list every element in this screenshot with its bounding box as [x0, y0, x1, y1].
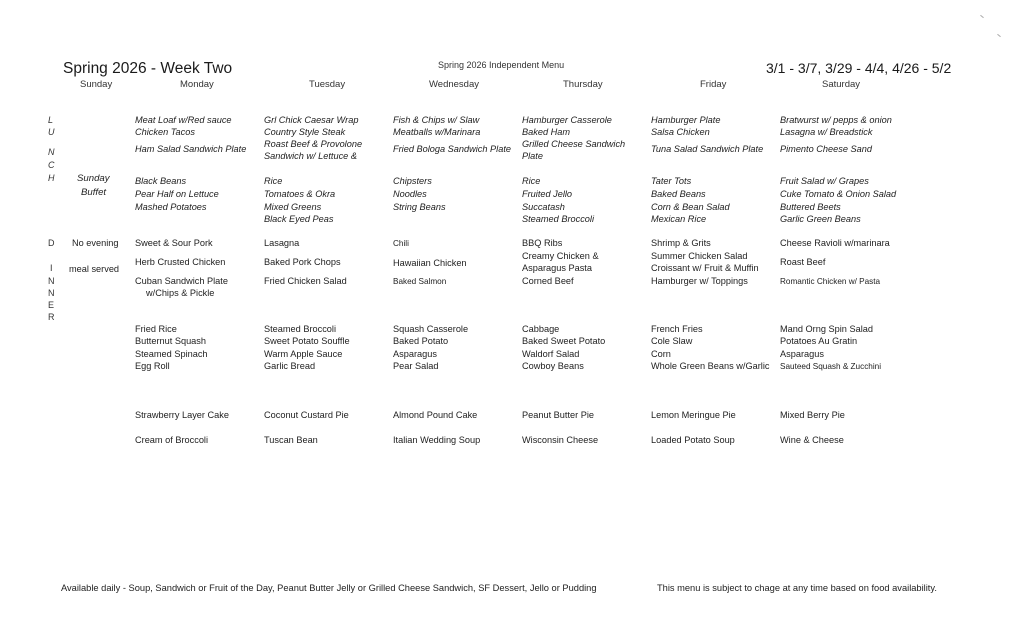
day-header-friday: Friday: [700, 79, 727, 90]
dinner-entree: Fried Chicken Salad: [264, 276, 347, 286]
lunch-side: Pear Half on Lettuce: [135, 189, 219, 199]
dinner-side: Cowboy Beans: [522, 361, 584, 371]
lunch-side: Black Eyed Peas: [264, 214, 334, 224]
lunch-entree: Grl Chick Caesar Wrap: [264, 115, 359, 125]
dinner-side: Pear Salad: [393, 361, 439, 371]
lunch-entree: Chicken Tacos: [135, 127, 195, 137]
lunch-entree: Baked Ham: [522, 127, 571, 137]
lunch-entree: Pimento Cheese Sand: [780, 144, 872, 154]
lunch-side: Rice: [522, 176, 541, 186]
day-header-sunday: Sunday: [80, 79, 113, 90]
lunch-side: Corn & Bean Salad: [651, 202, 730, 212]
dessert-thursday: Peanut Butter Pie: [522, 410, 595, 420]
day-header-monday: Monday: [180, 79, 214, 90]
soup-friday: Loaded Potato Soup: [651, 435, 735, 445]
lunch-entree: Hamburger Casserole: [522, 115, 612, 125]
lunch-side: Tomatoes & Okra: [264, 189, 336, 199]
lunch-entree: Grilled Cheese Sandwich: [522, 139, 626, 149]
lunch-entree: Fried Bologa Sandwich Plate: [393, 144, 511, 154]
menu-subtitle: Spring 2026 Independent Menu: [438, 60, 565, 70]
lunch-entree: Meat Loaf w/Red sauce: [135, 115, 232, 125]
dinner-side: Potatoes Au Gratin: [780, 336, 858, 346]
dinner-side: Asparagus: [393, 349, 437, 359]
availability-disclaimer: This menu is subject to chage at any time based on food availability.: [657, 583, 937, 593]
dinner-entree: Baked Pork Chops: [264, 257, 341, 267]
dinner-side: Whole Green Beans w/Garlic: [651, 361, 770, 371]
lunch-entree: Meatballs w/Marinara: [393, 127, 481, 137]
day-header-thursday: Thursday: [563, 79, 603, 90]
soup-tuesday: Tuscan Bean: [264, 435, 318, 445]
lunch-entree: Plate: [522, 151, 543, 161]
dessert-tuesday: Coconut Custard Pie: [264, 410, 349, 420]
dinner-label-i: I: [50, 263, 53, 273]
day-header-wednesday: Wednesday: [429, 79, 479, 90]
lunch-side: Garlic Green Beans: [780, 214, 861, 224]
lunch-side: Fruited Jello: [522, 189, 573, 199]
lunch-entree: Hamburger Plate: [651, 115, 721, 125]
dessert-saturday: Mixed Berry Pie: [780, 410, 845, 420]
lunch-entree: Lasagna w/ Breadstick: [780, 127, 873, 137]
soup-monday: Cream of Broccoli: [135, 435, 209, 445]
dinner-label-d: D: [48, 238, 55, 248]
day-header-saturday: Saturday: [822, 79, 861, 90]
dessert-wednesday: Almond Pound Cake: [393, 410, 478, 420]
dinner-side: Baked Potato: [393, 336, 449, 346]
dinner-side: Steamed Broccoli: [264, 324, 337, 334]
dinner-entree: Corned Beef: [522, 276, 574, 286]
dinner-entree: Summer Chicken Salad: [651, 251, 748, 261]
lunch-side: Mashed Potatoes: [135, 202, 207, 212]
lunch-side: Tater Tots: [651, 176, 692, 186]
lunch-label-l: L: [48, 115, 54, 125]
sunday-dinner-line2: meal served: [69, 264, 120, 274]
scan-speck: [980, 15, 984, 18]
lunch-side: Steamed Broccoli: [522, 214, 595, 224]
lunch-side: Mixed Greens: [264, 202, 322, 212]
dinner-entree: Hamburger w/ Toppings: [651, 276, 748, 286]
lunch-side: Black Beans: [135, 176, 187, 186]
dinner-side: Corn: [651, 349, 671, 359]
dinner-side: Garlic Bread: [264, 361, 316, 371]
dinner-label-n1: N: [48, 276, 55, 286]
day-header-tuesday: Tuesday: [309, 79, 346, 90]
lunch-label-c: C: [48, 160, 55, 170]
dinner-side: Cabbage: [522, 324, 560, 334]
dinner-entree: Creamy Chicken &: [522, 251, 599, 261]
dinner-entree: Herb Crusted Chicken: [135, 257, 226, 267]
sunday-lunch-line1: Sunday: [77, 173, 110, 184]
soup-thursday: Wisconsin Cheese: [522, 435, 599, 445]
lunch-side: Noodles: [393, 189, 427, 199]
lunch-entree: Tuna Salad Sandwich Plate: [651, 144, 764, 154]
dinner-entree: BBQ Ribs: [522, 238, 563, 248]
dinner-side: Butternut Squash: [135, 336, 206, 346]
dinner-label-e: E: [48, 300, 55, 310]
soup-wednesday: Italian Wedding Soup: [393, 435, 481, 445]
scan-speck: [997, 34, 1001, 37]
dinner-side: Mand Orng Spin Salad: [780, 324, 873, 334]
date-ranges: 3/1 - 3/7, 3/29 - 4/4, 4/26 - 5/2: [766, 60, 952, 76]
lunch-entree: Sandwich w/ Lettuce &: [264, 151, 357, 161]
lunch-label-u: U: [48, 127, 55, 137]
lunch-label-n: N: [48, 147, 55, 157]
dinner-entree: Asparagus Pasta: [522, 263, 592, 273]
lunch-side: Baked Beans: [651, 189, 706, 199]
lunch-entree: Bratwurst w/ pepps & onion: [780, 115, 892, 125]
lunch-side: Mexican Rice: [651, 214, 707, 224]
dinner-entree: Sweet & Sour Pork: [135, 238, 213, 248]
dinner-entree: w/Chips & Pickle: [146, 288, 215, 298]
sunday-lunch-line2: Buffet: [81, 187, 107, 198]
dinner-entree: Hawaiian Chicken: [393, 258, 467, 268]
dinner-side: Sauteed Squash & Zucchini: [780, 362, 882, 371]
dinner-label-n2: N: [48, 288, 55, 298]
lunch-entree: Roast Beef & Provolone: [264, 139, 363, 149]
dessert-friday: Lemon Meringue Pie: [651, 410, 736, 420]
dinner-side: Baked Sweet Potato: [522, 336, 606, 346]
dinner-entree: Lasagna: [264, 238, 300, 248]
lunch-side: Rice: [264, 176, 283, 186]
dinner-side: Asparagus: [780, 349, 824, 359]
dinner-side: Egg Roll: [135, 361, 170, 371]
dinner-side: Warm Apple Sauce: [264, 349, 343, 359]
dinner-entree: Roast Beef: [780, 257, 826, 267]
lunch-side: Fruit Salad w/ Grapes: [780, 176, 869, 186]
dinner-side: Fried Rice: [135, 324, 177, 334]
lunch-label-h: H: [48, 173, 55, 183]
sunday-dinner-line1: No evening: [72, 238, 119, 248]
lunch-side: Cuke Tomato & Onion Salad: [780, 189, 897, 199]
dinner-label-r: R: [48, 312, 55, 322]
available-daily-note: Available daily - Soup, Sandwich or Fruit of the Day, Peanut Butter Jelly or Grilled Cheese Sandwich, SF Dessert, Jello or Pudding: [61, 583, 597, 593]
dinner-entree: Cuban Sandwich Plate: [135, 276, 228, 286]
lunch-entree: Salsa Chicken: [651, 127, 710, 137]
dinner-entree: Romantic Chicken w/ Pasta: [780, 277, 881, 286]
lunch-side: String Beans: [393, 202, 446, 212]
dinner-entree: Shrimp & Grits: [651, 238, 711, 248]
dinner-entree: Chili: [393, 239, 409, 248]
lunch-side: Succatash: [522, 202, 565, 212]
dinner-side: Cole Slaw: [651, 336, 693, 346]
soup-saturday: Wine & Cheese: [780, 435, 844, 445]
lunch-side: Chipsters: [393, 176, 432, 186]
dinner-entree: Baked Salmon: [393, 277, 447, 286]
dinner-side: Squash Casserole: [393, 324, 469, 334]
dinner-side: French Fries: [651, 324, 703, 334]
dinner-side: Waldorf Salad: [522, 349, 580, 359]
page-title: Spring 2026 - Week Two: [63, 60, 233, 77]
dinner-side: Sweet Potato Souffle: [264, 336, 350, 346]
lunch-entree: Country Style Steak: [264, 127, 346, 137]
lunch-entree: Ham Salad Sandwich Plate: [135, 144, 247, 154]
lunch-entree: Fish & Chips w/ Slaw: [393, 115, 480, 125]
dessert-monday: Strawberry Layer Cake: [135, 410, 229, 420]
dinner-entree: Cheese Ravioli w/marinara: [780, 238, 890, 248]
dinner-entree: Croissant w/ Fruit & Muffin: [651, 263, 759, 273]
lunch-side: Buttered Beets: [780, 202, 841, 212]
dinner-side: Steamed Spinach: [135, 349, 208, 359]
